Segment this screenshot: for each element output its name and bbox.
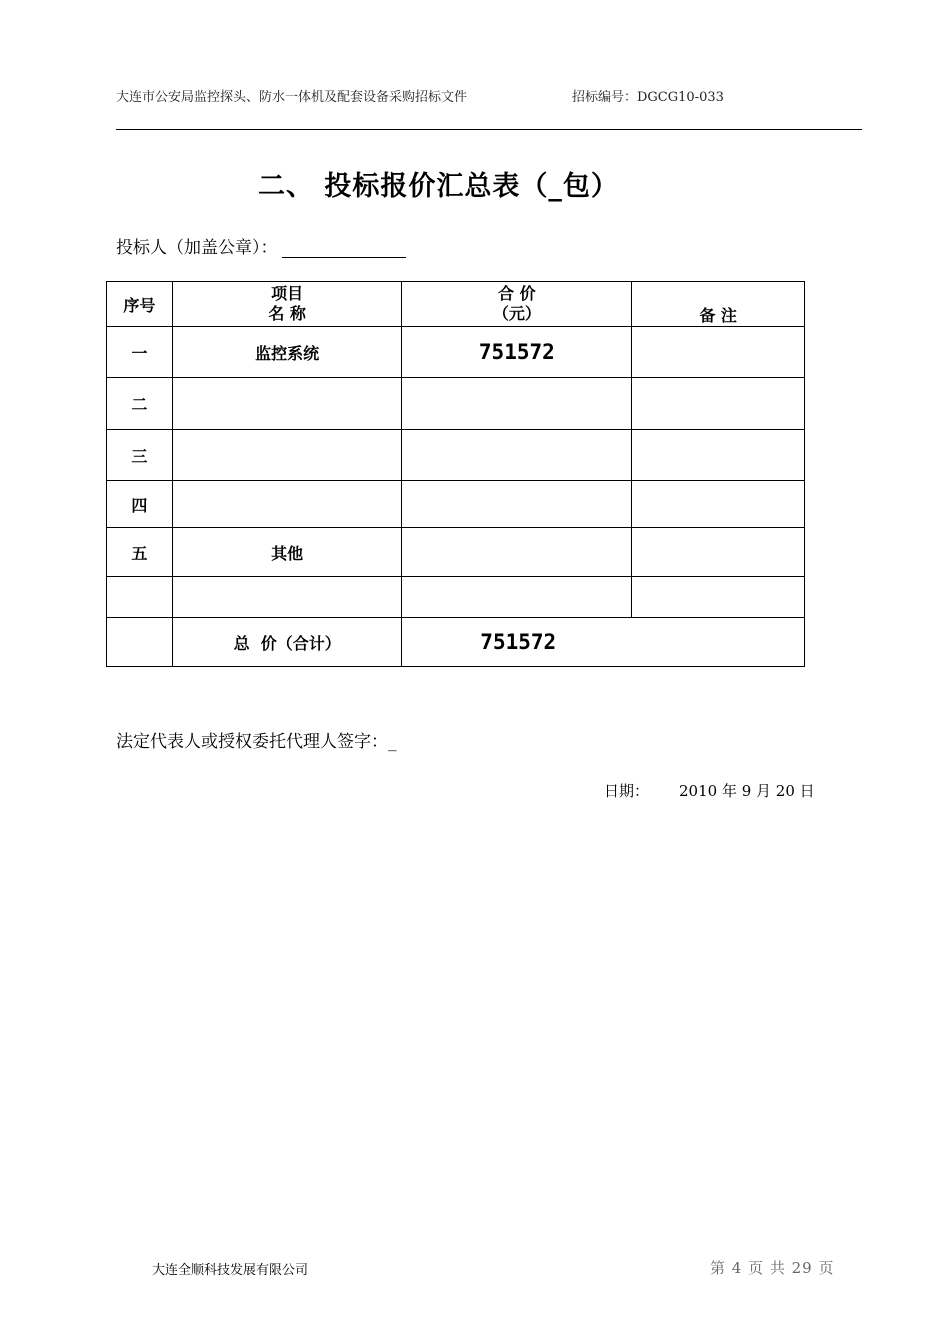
header-price	[402, 282, 632, 327]
row-note	[632, 378, 805, 430]
table-header-row	[107, 282, 805, 327]
header-price-line2: （元）	[492, 304, 541, 323]
signature-label: 法定代表人或授权委托代理人签字：_	[116, 732, 397, 752]
footer-company: 大连全顺科技发展有限公司	[152, 1263, 309, 1278]
table-total-row	[107, 618, 805, 667]
row-name: 其他	[172, 528, 402, 577]
table-row	[107, 577, 805, 618]
row-name	[172, 577, 402, 618]
row-note	[632, 327, 805, 378]
quote-summary-table	[106, 281, 805, 667]
row-name	[172, 430, 402, 481]
total-label: 总 价（合计）	[172, 618, 402, 667]
date-line	[604, 780, 815, 801]
header-bid-number: 招标编号：DGCG10-033	[572, 90, 724, 105]
header-doc-title: 大连市公安局监控探头、防水一体机及配套设备采购招标文件	[116, 90, 468, 105]
row-price	[402, 430, 632, 481]
total-seq-empty	[107, 618, 173, 667]
row-name	[172, 378, 402, 430]
table-row	[107, 430, 805, 481]
header-note: 备 注	[632, 282, 805, 327]
row-seq: 三	[107, 430, 173, 481]
row-price	[402, 481, 632, 528]
row-note	[632, 481, 805, 528]
page-title: 二、 投标报价汇总表（_包）	[258, 171, 619, 202]
row-note	[632, 430, 805, 481]
table-row	[107, 378, 805, 430]
header-name-line1: 项目	[271, 284, 304, 303]
header-name	[172, 282, 402, 327]
header-seq: 序号	[107, 282, 173, 327]
row-note	[632, 577, 805, 618]
row-note	[632, 528, 805, 577]
header-name-line2: 名 称	[268, 304, 306, 323]
row-seq: 二	[107, 378, 173, 430]
row-seq: 四	[107, 481, 173, 528]
header-divider	[116, 129, 862, 130]
row-name: 监控系统	[172, 327, 402, 378]
row-price	[402, 378, 632, 430]
table-row	[107, 327, 805, 378]
date-value: 2010 年 9 月 20 日	[679, 782, 815, 800]
table-row	[107, 481, 805, 528]
row-seq: 一	[107, 327, 173, 378]
bidder-blank-line	[282, 239, 406, 258]
header-price-line1: 合 价	[498, 284, 536, 303]
row-price: 751572	[402, 327, 632, 378]
table-row	[107, 528, 805, 577]
row-seq: 五	[107, 528, 173, 577]
row-price	[402, 528, 632, 577]
row-price	[402, 577, 632, 618]
row-seq	[107, 577, 173, 618]
total-value: 751572	[402, 618, 805, 667]
row-name	[172, 481, 402, 528]
footer-page-number: 第 4 页 共 29 页	[710, 1259, 835, 1277]
bidder-label: 投标人（加盖公章）：	[116, 238, 278, 258]
bidder-field	[116, 233, 406, 258]
date-label: 日期：	[604, 782, 650, 800]
